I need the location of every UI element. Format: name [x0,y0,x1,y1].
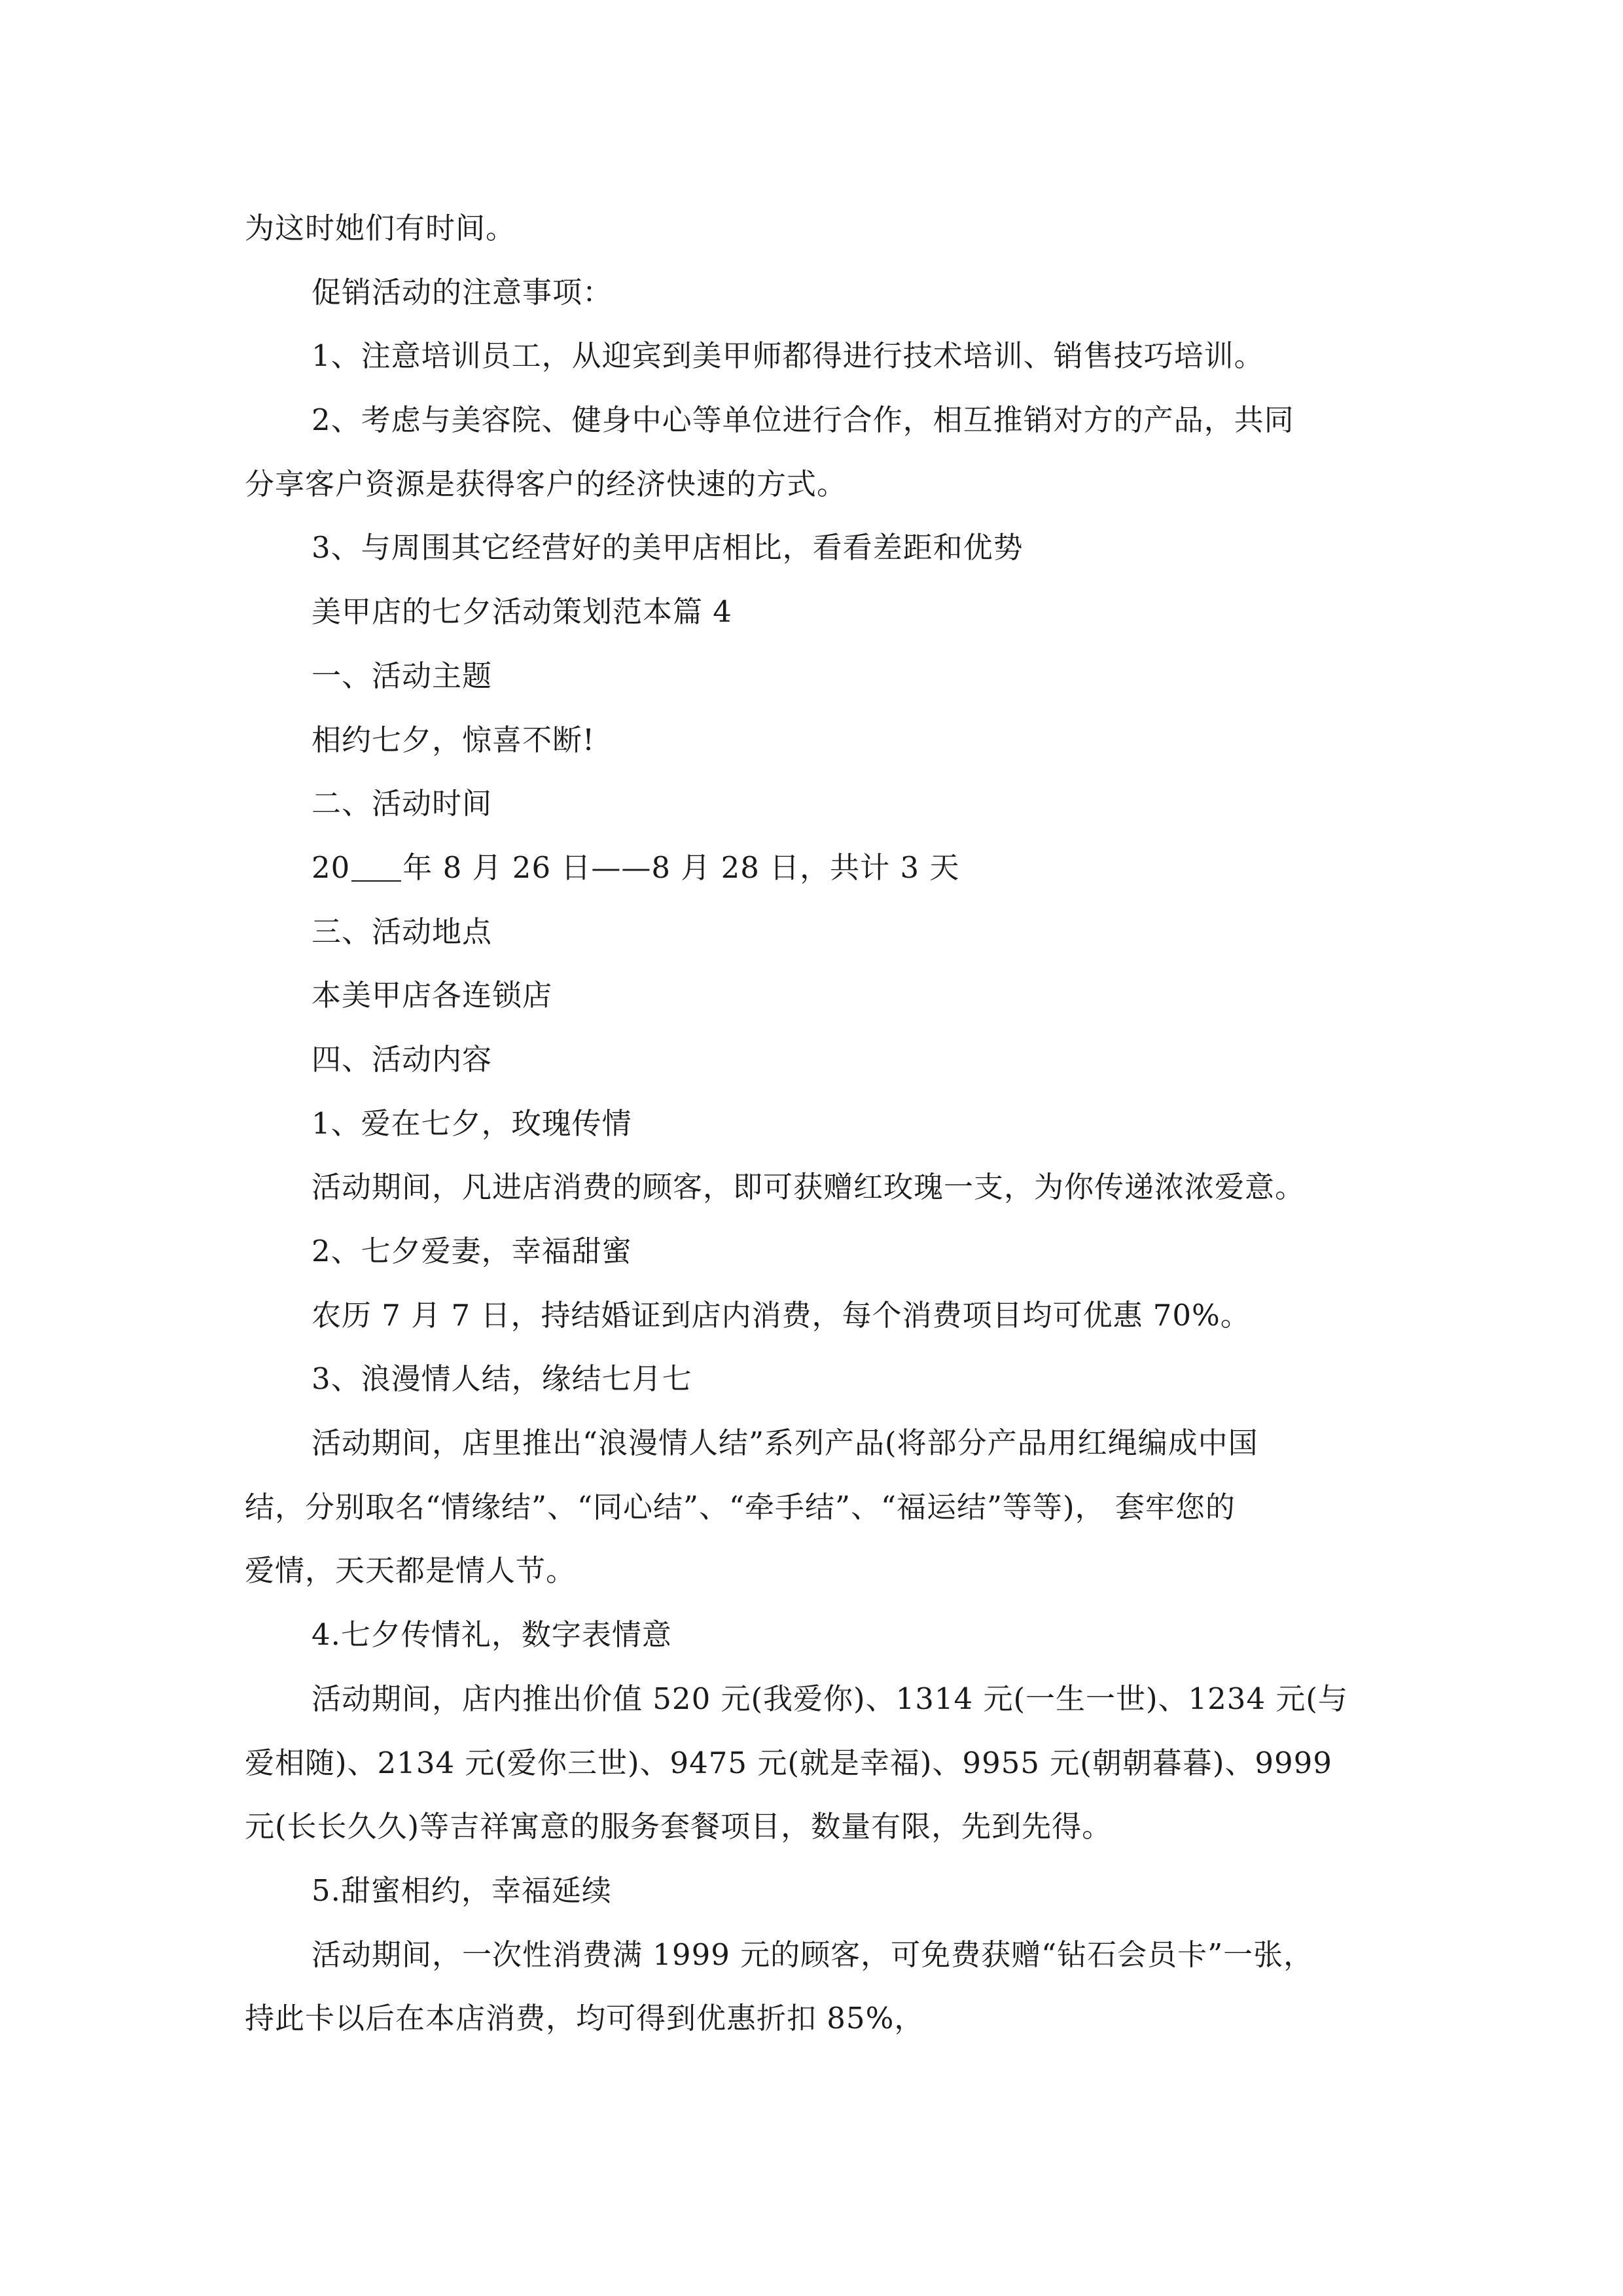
paragraph-line: 活动期间，店里推出“浪漫情人结”系列产品(将部分产品用红绳编成中国 [312,1426,1258,1461]
section-heading: 三、活动地点 [312,914,493,949]
blank-underline [351,854,401,882]
paragraph-line: 农历 7 月 7 日，持结婚证到店内消费，每个消费项目均可优惠 70%。 [312,1297,1251,1333]
paragraph-line: 爱相随)、2134 元(爱你三世)、9475 元(就是幸福)、9955 元(朝朝暮暮)、9999 [245,1745,1332,1780]
paragraph-line: 为这时她们有时间。 [245,211,516,245]
list-item: 5.甜蜜相约，幸福延续 [312,1873,612,1908]
list-item: 1、爱在七夕，玫瑰传情 [312,1105,632,1141]
date-line [245,836,1403,900]
section-heading: 二、活动时间 [312,786,493,821]
list-item: 3、浪漫情人结，缘结七月七 [312,1361,692,1397]
paragraph-line: 相约七夕，惊喜不断! [312,722,596,757]
heading-notes: 促销活动的注意事项： [312,274,613,310]
paragraph-line: 活动期间，店内推出价值 520 元(我爱你)、1314 元(一生一世)、1234 元(与 [312,1681,1348,1716]
list-item: 3、与周围其它经营好的美甲店相比，看看差距和优势 [312,530,1024,565]
paragraph-line: 持此卡以后在本店消费，均可得到优惠折扣 85%， [245,2001,925,2036]
document-body [245,196,1403,2051]
paragraph-line: 结，分别取名“情缘结”、“同心结”、“牵手结”、“福运结”等等)， 套牢您的 [245,1489,1236,1524]
date-prefix: 20 [312,850,351,885]
paragraph-line: 分享客户资源是获得客户的经济快速的方式。 [245,466,847,501]
list-item: 1、注意培训员工，从迎宾到美甲师都得进行技术培训、销售技巧培训。 [312,338,1264,374]
paragraph-line: 活动期间，一次性消费满 1999 元的顾客，可免费获赠“钻石会员卡”一张， [312,1937,1314,1972]
list-item: 2、考虑与美容院、健身中心等单位进行合作，相互推销对方的产品，共同 [312,403,1294,438]
paragraph-line: 本美甲店各连锁店 [312,978,553,1013]
paragraph-line: 爱情，天天都是情人节。 [245,1553,577,1588]
section-title: 美甲店的七夕活动策划范本篇 4 [312,594,732,630]
list-item: 4.七夕传情礼，数字表情意 [312,1617,672,1653]
section-heading: 一、活动主题 [312,658,493,693]
list-item: 2、七夕爱妻，幸福甜蜜 [312,1234,632,1268]
date-suffix: 年 8 月 26 日——8 月 28 日，共计 3 天 [402,850,960,885]
paragraph-line: 元(长长久久)等吉祥寓意的服务套餐项目，数量有限，先到先得。 [245,1809,1113,1844]
section-heading: 四、活动内容 [312,1041,493,1077]
paragraph-line: 活动期间，凡进店消费的顾客，即可获赠红玫瑰一支，为你传递浓浓爱意。 [312,1170,1306,1205]
